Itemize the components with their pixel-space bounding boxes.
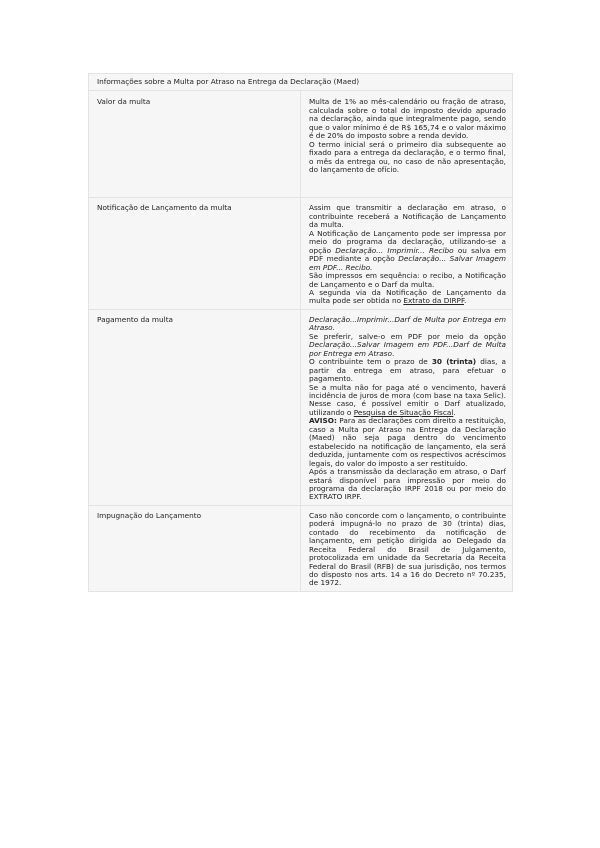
title-row (89, 74, 513, 91)
pagamento-p2-text-c: . (391, 348, 395, 358)
content-notificacao (301, 198, 513, 309)
label-valor-da-multa: Valor da multa (89, 91, 301, 198)
prazo-dias-bold: 30 (trinta) (431, 357, 477, 367)
table-title: Informações sobre a Multa por Atraso na Entrega da Declaração (Maed) (89, 74, 513, 91)
row-impugnacao (89, 505, 513, 591)
row-notificacao (89, 198, 513, 309)
notificacao-paragraph-4 (309, 289, 506, 306)
label-notificacao: Notificação de Lançamento da multa (89, 198, 301, 309)
notificacao-p2-text-a: A Notificação de Lançamento pode ser impressa por meio do programa da declaração, utilizando-se a opção (309, 228, 506, 255)
menu-path-imprimir-recibo: Declaração... Imprimir... Recibo (335, 245, 454, 255)
content-impugnacao (301, 505, 513, 591)
pagamento-p3-text-a: O contribuinte tem o prazo de (309, 357, 432, 367)
row-pagamento (89, 309, 513, 505)
menu-path-salvar-pdf-recibo: Declaração... Salvar Imagem em PDF... Recibo. (309, 254, 506, 272)
pagamento-paragraph-2 (309, 333, 506, 358)
pagamento-paragraph-6: Após a transmissão da declaração em atraso, o Darf estará disponível para impressão por meio do programa da declaração IRPF 2018 ou por meio do EXTRATO IRPF. (309, 467, 506, 502)
pagamento-p2-text-a: Se preferir, salve-o em PDF por meio da opção (309, 331, 506, 341)
notificacao-p4-text-b: . (463, 296, 467, 306)
info-table (88, 73, 513, 592)
extrato-dirpf-link[interactable]: Extrato da DIRPF (403, 296, 464, 306)
pagamento-p4-text-b: . (453, 407, 456, 417)
menu-path-imprimir-darf: Declaração...Imprimir...Darf de Multa por Entrega em Atraso. (309, 314, 506, 333)
notificacao-paragraph-1: Assim que transmitir a declaração em atraso, o contribuinte receberá a Notificação de Lançamento da multa. (309, 203, 506, 230)
aviso-text: Para as declarações com direito a restituição, caso a Multa por Atraso na Entrega da Declaração (Maed) não seja paga dentro do vencimento estabelecido na notificação de lançamento, ela será deduzida, juntamente com os respectivos acréscimos legais, do valor do imposto a ser restituído. (309, 416, 506, 468)
pagamento-paragraph-3 (309, 358, 506, 383)
notificacao-paragraph-3: São impressos em sequência: o recibo, a Notificação de Lançamento e o Darf da multa. (309, 271, 506, 289)
label-impugnacao: Impugnação do Lançamento (89, 505, 301, 591)
menu-path-salvar-pdf-darf: Declaração...Salvar Imagem em PDF...Darf de Multa por Entrega em Atraso (309, 340, 506, 358)
aviso-label: AVISO: (309, 416, 337, 426)
label-pagamento: Pagamento da multa (89, 309, 301, 505)
pagamento-p3-text-c: dias, a partir da entrega em atraso, para efetuar o pagamento. (309, 357, 506, 384)
valor-paragraph-1: Multa de 1% ao mês-calendário ou fração de atraso, calculada sobre o total do imposto devido apurado na declaração, ainda que integralmente pago, sendo que o valor mínimo é de R$ 165,74 e o valor máximo é de 20% do imposto sobre a renda devido. (309, 97, 506, 141)
notificacao-p2-text-c: ou salva em PDF mediante a opção (309, 245, 506, 264)
content-pagamento (301, 309, 513, 505)
notificacao-paragraph-2 (309, 230, 506, 272)
pagamento-paragraph-1 (309, 316, 506, 333)
content-valor-da-multa (301, 91, 513, 198)
pagamento-paragraph-5 (309, 417, 506, 468)
pagamento-p4-text-a: Se a multa não for paga até o vencimento, haverá incidência de juros de mora (com base na taxa Selic). Nesse caso, é possível emitir o Darf atualizado, utilizando o (309, 382, 506, 417)
row-valor-da-multa (89, 91, 513, 198)
impugnacao-paragraph-1: Caso não concorde com o lançamento, o contribuinte poderá impugná-lo no prazo de 30 (trinta) dias, contado do recebimento da notificação de lançamento, em petição dirigida ao Delegado da Receita Federal do Brasil de Julgamento, protocolizada em unidade da Secretaria da Receita Federal do Brasil (RFB) de sua jurisdição, nos termos do disposto nos arts. 14 a 16 do Decreto nº 70.235, de 1972. (309, 510, 506, 588)
pagamento-paragraph-4 (309, 384, 506, 418)
pesquisa-situacao-fiscal-link[interactable]: Pesquisa de Situação Fiscal (353, 407, 454, 417)
notificacao-p4-text-a: A segunda via da Notificação de Lançamento da multa pode ser obtida no (309, 287, 506, 306)
valor-paragraph-2: O termo inicial será o primeiro dia subsequente ao fixado para a entrega da declaração, e o termo final, o mês da entrega ou, no caso de não apresentação, do lançamento de ofício. (309, 139, 506, 175)
